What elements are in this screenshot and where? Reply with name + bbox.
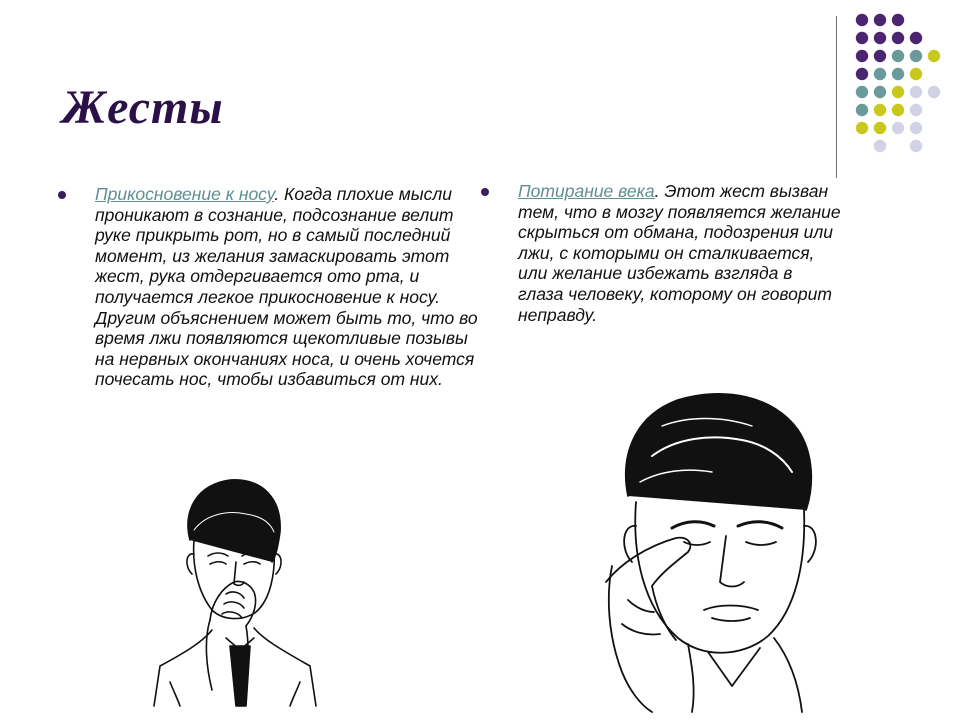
- decorative-dot: [910, 50, 922, 62]
- decorative-dot: [856, 32, 868, 44]
- decorative-dot: [910, 32, 922, 44]
- decorative-dot: [892, 86, 904, 98]
- man-rubbing-eye-sketch-icon: [592, 386, 842, 714]
- man-touching-nose-sketch-icon: [150, 470, 320, 710]
- link-nose-touch[interactable]: Прикосновение к носу: [95, 184, 275, 204]
- decorative-dot: [910, 104, 922, 116]
- circle-bullet-icon: [481, 188, 489, 196]
- decorative-dot: [856, 50, 868, 62]
- decorative-dot: [874, 140, 886, 152]
- vertical-divider: [836, 16, 837, 178]
- decorative-dot: [892, 104, 904, 116]
- decorative-dot: [856, 104, 868, 116]
- decorative-dot: [874, 68, 886, 80]
- link-eyelid-rub[interactable]: Потирание века: [518, 181, 655, 201]
- decorative-dot: [892, 32, 904, 44]
- decorative-dot: [928, 50, 940, 62]
- page-title: Жесты: [62, 81, 224, 134]
- decorative-dot: [892, 68, 904, 80]
- decorative-dot: [874, 104, 886, 116]
- decorative-dot: [856, 68, 868, 80]
- bullet-item-nose: [58, 184, 478, 390]
- decorative-dot: [874, 14, 886, 26]
- decorative-dot: [892, 50, 904, 62]
- decorative-dot: [874, 32, 886, 44]
- decorative-dot: [856, 122, 868, 134]
- decorative-dot: [910, 68, 922, 80]
- decorative-dot: [910, 140, 922, 152]
- decorative-dot: [910, 86, 922, 98]
- decorative-dot: [856, 14, 868, 26]
- bullet-text: [518, 181, 841, 325]
- decorative-dot: [874, 86, 886, 98]
- decorative-dot: [892, 122, 904, 134]
- decorative-dot: [874, 50, 886, 62]
- bullet-body: . Когда плохие мысли проникают в сознание, подсознание велит руке прикрыть рот, но в самый последний момент, из желания замаскировать этот жест, рука отдергивается ото рта, и получается легкое прикосновение к носу. Другим объяснением может быть то, что во время лжи появляются щекотливые позывы на нервных окончаниях носа, и очень хочется почесать нос, чтобы избавиться от них.: [95, 184, 478, 390]
- decorative-dot: [874, 122, 886, 134]
- circle-bullet-icon: [58, 191, 66, 199]
- bullet-body: . Этот жест вызван тем, что в мозгу появляется желание скрыться от обмана, подозрения или лжи, с которыми он сталкивается, или желание избежать взгляда в глаза человеку, которому он говорит неправду.: [518, 181, 841, 325]
- bullet-text: [95, 184, 478, 390]
- decorative-dot: [856, 86, 868, 98]
- decorative-dot: [928, 86, 940, 98]
- decorative-dot: [892, 14, 904, 26]
- decorative-dot: [910, 122, 922, 134]
- bullet-item-eyelid: [481, 181, 841, 325]
